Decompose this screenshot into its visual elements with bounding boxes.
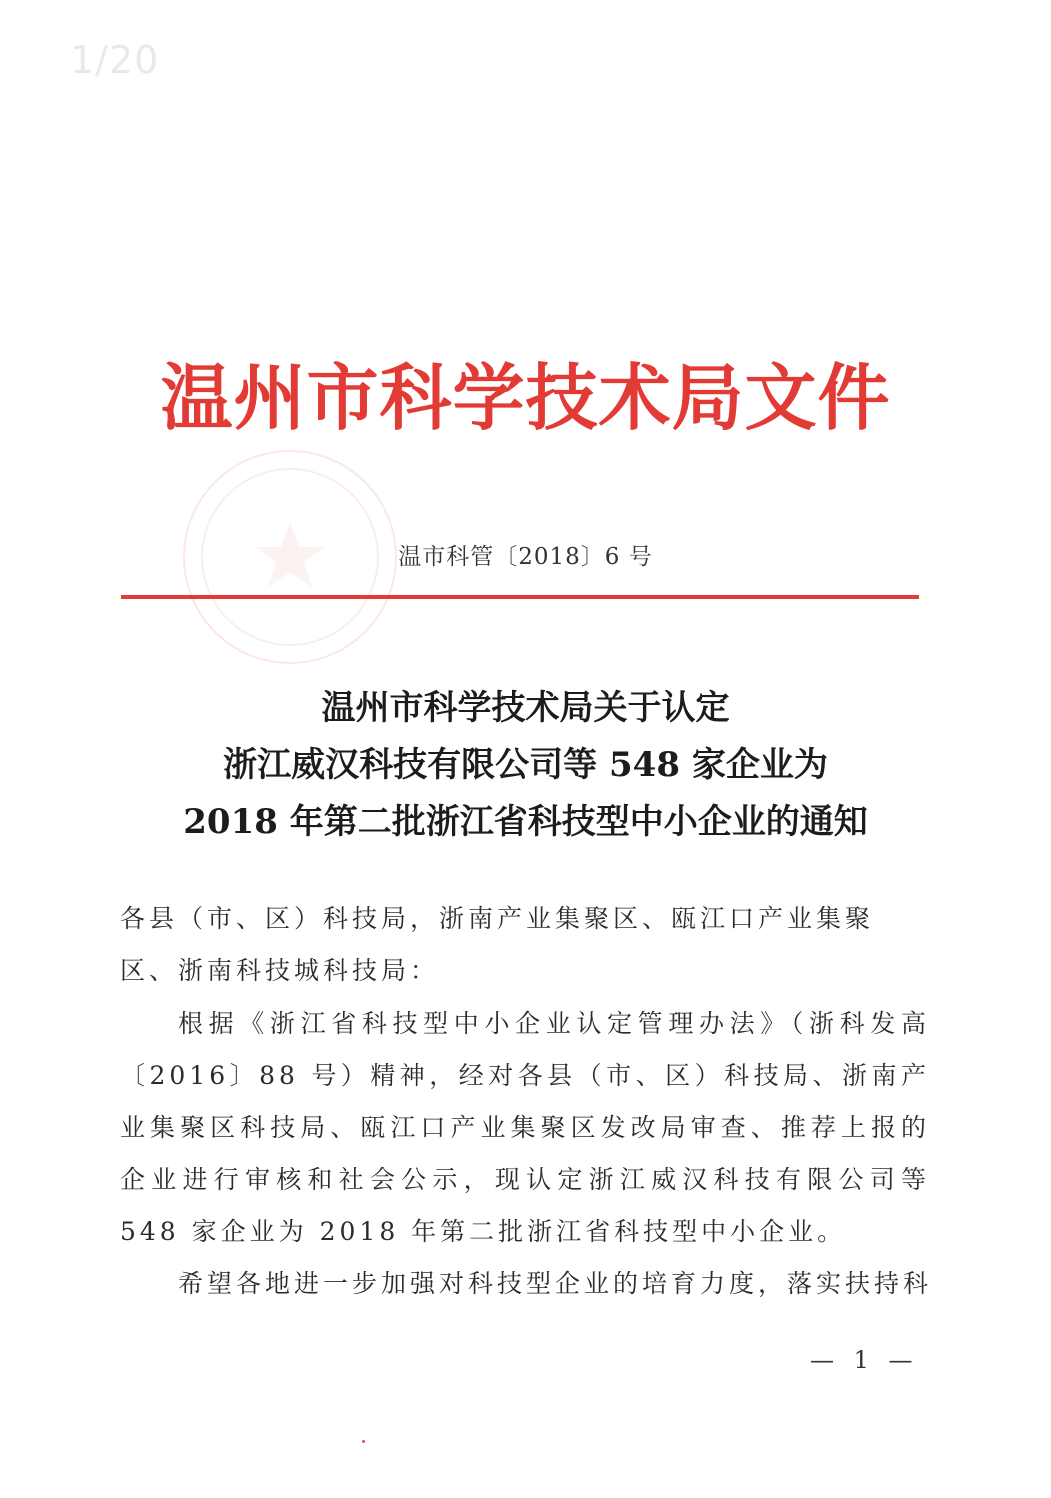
- body-paragraph-2: 希望各地进一步加强对科技型企业的培育力度，落实扶持科: [178, 1269, 933, 1298]
- title-line-1: 温州市科学技术局关于认定: [321, 688, 730, 728]
- body-paragraph-1: 根据《浙江省科技型中小企业认定管理办法》（浙科发高〔2016〕88 号）精神，经对各县（市、区）科技局、浙南产业集聚区科技局、瓯江口产业集聚区发改局审查、推荐上报的企业进行审核和社会公示，现认定浙江威汉科技有限公司等 548 家企业为 2018 年第二批浙江省科技型中小企业。: [120, 1009, 930, 1246]
- title-line-2: 浙江威汉科技有限公司等 548 家企业为: [223, 745, 828, 785]
- page-number-footer: — 1 —: [810, 1346, 919, 1374]
- page-counter: 1/20: [70, 38, 160, 82]
- salutation: 各县（市、区）科技局，浙南产业集聚区、瓯江口产业集聚区、浙南科技城科技局：: [120, 904, 875, 985]
- document-header: 温州市科学技术局文件: [160, 356, 891, 440]
- title-line-3: 2018 年第二批浙江省科技型中小企业的通知: [183, 802, 868, 842]
- ink-speck: [362, 1440, 365, 1443]
- notice-title: [0, 680, 1051, 851]
- header-divider-rule: [121, 595, 919, 599]
- document-number: 温市科管〔2018〕6 号: [398, 544, 653, 570]
